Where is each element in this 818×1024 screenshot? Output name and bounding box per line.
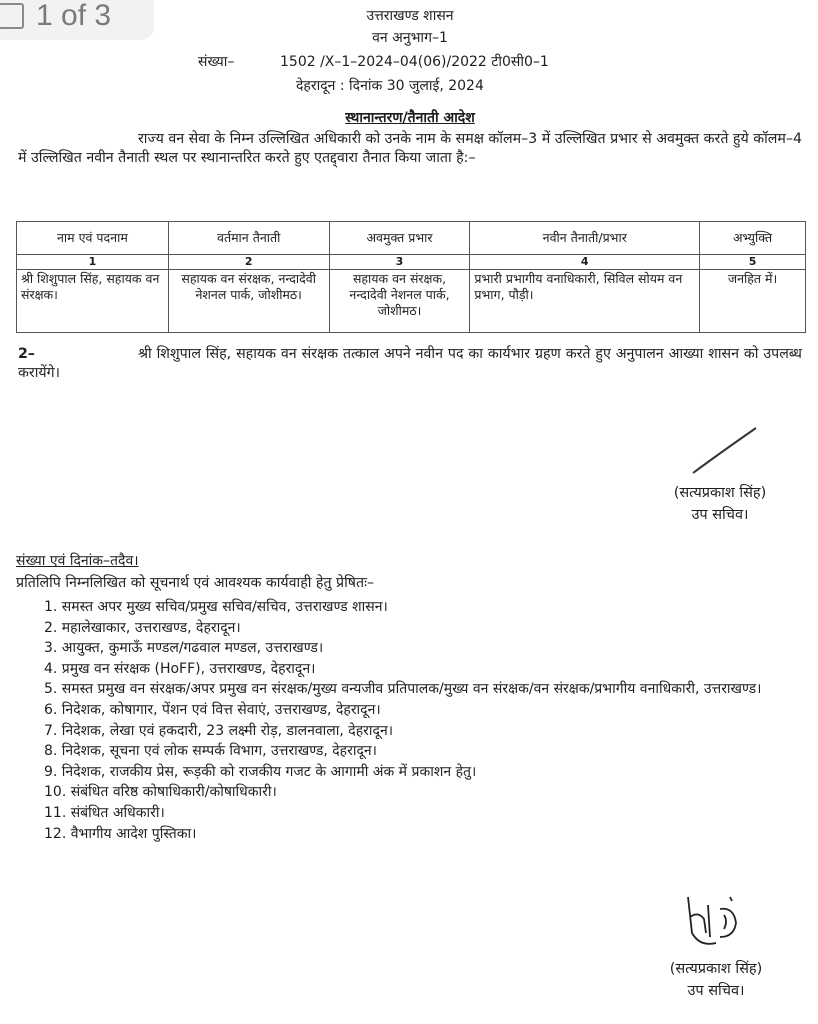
page-indicator xyxy=(0,0,154,40)
transfer-table xyxy=(16,221,806,333)
list-item: 7. निदेशक, लेखा एवं हकदारी, 23 लक्ष्मी रोड़, डालनवाला, देहरादून। xyxy=(44,722,394,739)
table-header: अवमुक्त प्रभार xyxy=(329,222,470,255)
signature-scribble-2 xyxy=(680,893,750,951)
list-item: 5. समस्त प्रमुख वन संरक्षक/अपर प्रमुख वन संरक्षक/मुख्य वन्यजीव प्रतिपालक/मुख्य वन संरक्षक/वन संरक्षक/प्रभागीय वनाधिकारी, उत्तराखण्ड। xyxy=(44,681,762,698)
list-item: 11. संबंधित अधिकारी। xyxy=(44,804,165,821)
column-number: 3 xyxy=(329,255,470,270)
order-title xyxy=(260,108,560,128)
column-number: 1 xyxy=(17,255,169,270)
copy-reference: संख्या एवं दिनांक–तदैव। xyxy=(16,553,139,569)
signatory-name-1: (सत्यप्रकाश सिंह) xyxy=(673,485,767,501)
list-item: 10. संबंधित वरिष्ठ कोषाधिकारी/कोषाधिकारी। xyxy=(44,784,277,801)
table-cell: जनहित में। xyxy=(700,270,806,333)
page-icon xyxy=(0,3,24,29)
intro-paragraph: राज्य वन सेवा के निम्न उल्लिखित अधिकारी को उनके नाम के समक्ष कॉलम–3 में उल्लिखित प्रभार से अवमुक्त करते हुये कॉलम–4 में उल्लिखित नवीन तैनाती स्थल पर स्थानान्तरित करते हुए एतद्द्वारा तैनात किया जाता है:– xyxy=(18,131,802,166)
list-item: 9. निदेशक, राजकीय प्रेस, रूड़की को राजकीय गजट के आगामी अंक में प्रकाशन हेतु। xyxy=(44,763,477,780)
list-item: 4. प्रमुख वन संरक्षक (HoFF), उत्तराखण्ड, देहरादून। xyxy=(44,660,316,677)
signatory-designation-2: उप सचिव। xyxy=(687,983,745,999)
table-header: अभ्युक्ति xyxy=(700,222,806,255)
list-item: 8. निदेशक, सूचना एवं लोक सम्पर्क विभाग, उत्तराखण्ड, देहरादून। xyxy=(44,743,377,760)
copy-list xyxy=(44,597,809,844)
number-label: संख्या– xyxy=(198,54,235,70)
table-header-row xyxy=(17,222,806,255)
column-number: 4 xyxy=(470,255,700,270)
table-cell: प्रभारी प्रभागीय वनाधिकारी, सिविल सोयम वन प्रभाग, पौड़ी। xyxy=(470,270,700,333)
table-header: वर्तमान तैनाती xyxy=(168,222,329,255)
table-cell: सहायक वन संरक्षक, नन्दादेवी नेशनल पार्क, जोशीमठ। xyxy=(168,270,329,333)
order-title-text: स्थानान्तरण/तैनाती आदेश xyxy=(345,110,475,126)
list-item: 3. आयुक्त, कुमाऊँ मण्डल/गढवाल मण्डल, उत्तराखण्ड। xyxy=(44,640,324,657)
signature-stroke-1 xyxy=(690,425,760,477)
government-name: उत्तराखण्ड शासन xyxy=(366,8,454,24)
list-item: 12. वैभागीय आदेश पुस्तिका। xyxy=(44,825,197,842)
signatory-name-2: (सत्यप्रकाश सिंह) xyxy=(669,961,763,977)
list-item: 2. महालेखाकार, उत्तराखण्ड, देहरादून। xyxy=(44,619,241,636)
para2-text: श्री शिशुपाल सिंह, सहायक वन संरक्षक तत्काल अपने नवीन पद का कार्यभार ग्रहण करते हुए अनुपालन आख्या शासन को उपलब्ध करायेंगे। xyxy=(18,346,802,381)
column-number: 5 xyxy=(700,255,806,270)
section-name: वन अनुभाग–1 xyxy=(372,30,448,46)
copy-heading: प्रतिलिपि निम्नलिखित को सूचनार्थ एवं आवश्यक कार्यवाही हेतु प्रेषितः– xyxy=(16,575,375,591)
table-cell: श्री शिशुपाल सिंह, सहायक वन संरक्षक। xyxy=(17,270,169,333)
table-header: नवीन तैनाती/प्रभार xyxy=(470,222,700,255)
table-number-row xyxy=(17,255,806,270)
page-indicator-text: 1 of 3 xyxy=(36,0,112,32)
table-header: नाम एवं पदनाम xyxy=(17,222,169,255)
list-item: 1. समस्त अपर मुख्य सचिव/प्रमुख सचिव/सचिव, उत्तराखण्ड शासन। xyxy=(44,599,388,615)
column-number: 2 xyxy=(168,255,329,270)
signatory-designation-1: उप सचिव। xyxy=(691,507,749,523)
table-cell: सहायक वन संरक्षक, नन्दादेवी नेशनल पार्क, जोशीमठ। xyxy=(329,270,470,333)
order-number: 1502 /X–1–2024–04(06)/2022 टी0सी0–1 xyxy=(280,54,549,70)
list-item: 6. निदेशक, कोषागार, पेंशन एवं वित्त सेवाएं, उत्तराखण्ड, देहरादून। xyxy=(44,701,381,718)
date-line: देहरादून : दिनांक 30 जुलाई, 2024 xyxy=(296,78,484,94)
para2-number: 2– xyxy=(18,346,35,362)
table-row xyxy=(17,270,806,333)
